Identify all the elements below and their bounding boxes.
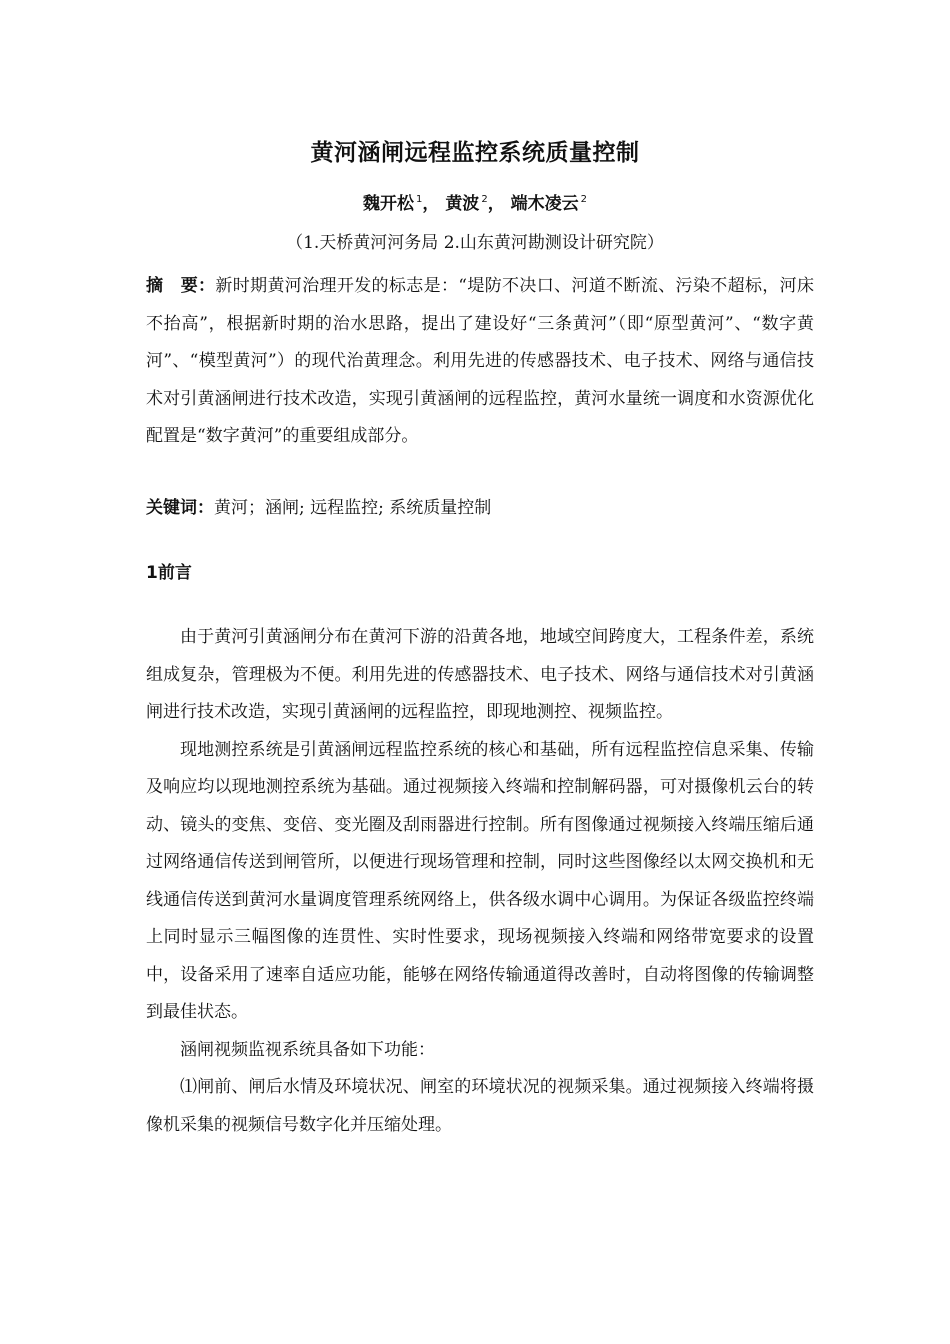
author-affiliation-mark: 2 (481, 194, 488, 205)
author-separator: ， (487, 194, 505, 214)
paper-title: 黄河涵闸远程监控系统质量控制 (310, 140, 640, 166)
abstract (146, 268, 814, 456)
abstract-text: 新时期黄河治理开发的标志是：“堤防不决口、河道不断流、污染不超标，河床不抬高”，根据新时期的治水思路，提出了建设好“三条黄河”（即“原型黄河”、“数字黄河”、“模型黄河”）的现代治黄理念。利用先进的传感器技术、电子技术、网络与通信技术对引黄涵闸进行技术改造，实现引黄涵闸的远程监控，黄河水量统一调度和水资源优化配置是“数字黄河”的重要组成部分。 (146, 276, 814, 446)
section-body (146, 619, 814, 1144)
author-list (0, 189, 950, 214)
author-affiliation-mark: 2 (580, 194, 587, 205)
section-heading: 1前言 (146, 563, 192, 583)
author-affiliation-mark: 1 (416, 194, 423, 205)
keywords-text: 黄河；涵闸; 远程监控; 系统质量控制 (214, 498, 492, 518)
affiliations: （1.天桥黄河河务局 2.山东黄河勘测设计研究院） (286, 233, 664, 253)
keywords (146, 490, 814, 528)
author-name: 端木凌云 (510, 194, 579, 214)
author-name: 魏开松 (363, 194, 415, 214)
abstract-label: 摘 要： (146, 276, 216, 296)
author-separator: ， (422, 194, 440, 214)
keywords-label: 关键词： (146, 498, 214, 518)
author-name: 黄波 (445, 194, 480, 214)
body-paragraph: 现地测控系统是引黄涵闸远程监控系统的核心和基础，所有远程监控信息采集、传输及响应均以现地测控系统为基础。通过视频接入终端和控制解码器，可对摄像机云台的转动、镜头的变焦、变倍、变光圈及刮雨器进行控制。所有图像通过视频接入终端压缩后通过网络通信传送到闸管所，以便进行现场管理和控制，同时这些图像经以太网交换机和无线通信传送到黄河水量调度管理系统网络上，供各级水调中心调用。为保证各级监控终端上同时显示三幅图像的连贯性、实时性要求，现场视频接入终端和网络带宽要求的设置中，设备采用了速率自适应功能，能够在网络传输通道得改善时，自动将图像的传输调整到最佳状态。 (146, 739, 814, 1022)
body-paragraph: ⑴闸前、闸后水情及环境状况、闸室的环境状况的视频采集。通过视频接入终端将摄像机采集的视频信号数字化并压缩处理。 (146, 1077, 814, 1135)
body-paragraph: 由于黄河引黄涵闸分布在黄河下游的沿黄各地，地域空间跨度大，工程条件差，系统组成复杂，管理极为不便。利用先进的传感器技术、电子技术、网络与通信技术对引黄涵闸进行技术改造，实现引黄涵闸的远程监控，即现地测控、视频监控。 (146, 627, 814, 722)
body-paragraph: 涵闸视频监视系统具备如下功能： (180, 1039, 435, 1060)
